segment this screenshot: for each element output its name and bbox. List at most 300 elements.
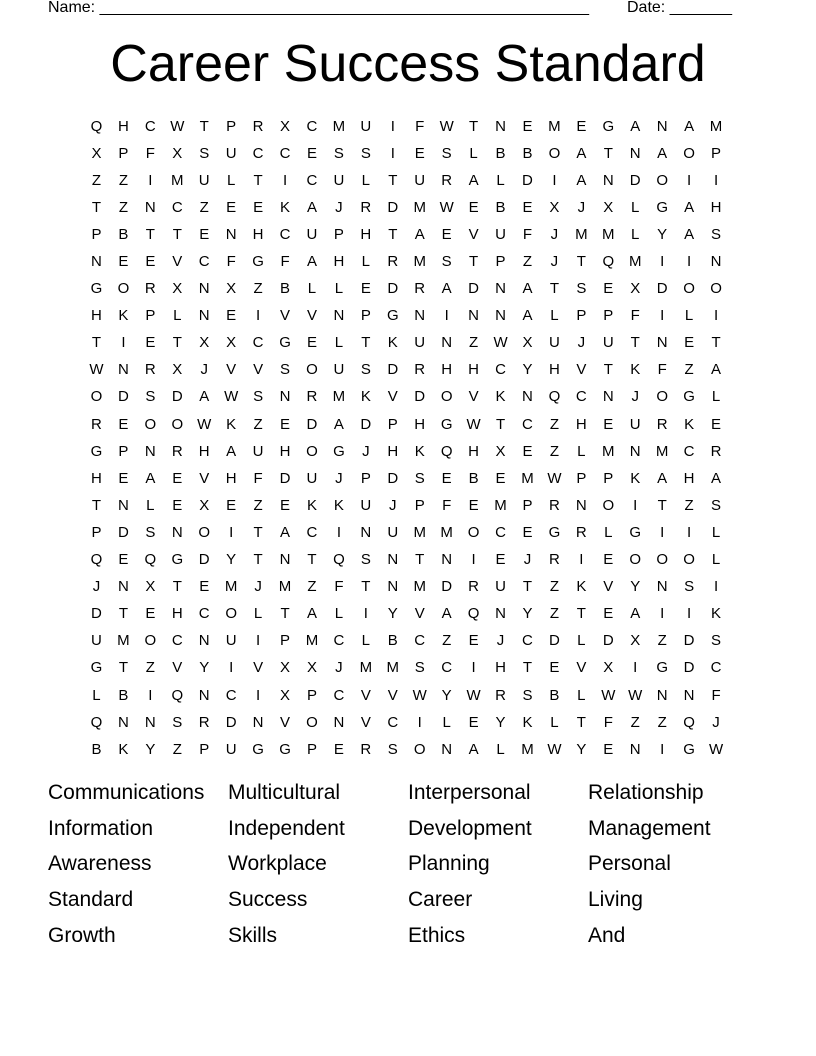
grid-letter: P (522, 496, 533, 514)
grid-letter: L (711, 523, 721, 541)
grid-letter: V (306, 307, 317, 325)
grid-letter: K (495, 388, 506, 406)
grid-letter: G (440, 415, 453, 433)
grid-letter: G (279, 334, 291, 352)
grid-letter: I (633, 659, 638, 677)
grid-letter: A (684, 198, 695, 216)
grid-letter: R (468, 578, 480, 596)
grid-letter: A (468, 740, 479, 758)
grid-letter: A (657, 469, 668, 487)
grid-letter: P (414, 496, 425, 514)
grid-letter: O (602, 496, 615, 514)
grid-letter: A (711, 361, 722, 379)
grid-letter: X (91, 144, 102, 162)
grid-letter: T (549, 280, 559, 298)
grid-letter: G (90, 659, 103, 677)
grid-letter: G (629, 523, 642, 541)
grid-letter: N (198, 686, 210, 704)
grid-letter: L (577, 442, 586, 460)
grid-letter: S (199, 144, 210, 162)
grid-row (83, 601, 733, 628)
grid-letter: U (495, 225, 506, 243)
grid-letter: M (305, 632, 319, 650)
grid-letter: U (360, 117, 372, 135)
grid-letter: T (91, 496, 102, 514)
grid-row (83, 303, 733, 330)
grid-letter: C (414, 632, 426, 650)
grid-letter: N (387, 551, 399, 569)
grid-letter: X (603, 198, 614, 216)
grid-letter: U (306, 225, 318, 243)
grid-letter: S (711, 496, 722, 514)
grid-letter: X (306, 659, 317, 677)
grid-letter: W (89, 361, 104, 379)
grid-letter: Q (90, 551, 103, 569)
grid-letter: N (656, 334, 668, 352)
grid-row (83, 384, 733, 411)
grid-letter: W (439, 117, 454, 135)
grid-letter: H (279, 442, 291, 460)
grid-letter: U (91, 632, 102, 650)
grid-letter: K (360, 388, 371, 406)
grid-letter: L (442, 713, 451, 731)
word-bank-item: Planning (408, 852, 490, 876)
grid-letter: I (687, 605, 692, 623)
word-bank-item: Success (228, 888, 308, 912)
grid-letter: M (332, 117, 346, 135)
grid-letter: C (306, 171, 318, 189)
grid-letter: V (468, 225, 479, 243)
grid-letter: H (441, 361, 453, 379)
grid-letter: E (549, 659, 560, 677)
grid-letter: N (225, 225, 237, 243)
grid-letter: D (91, 605, 102, 623)
grid-letter: C (333, 632, 345, 650)
grid-letter: G (683, 388, 695, 406)
grid-letter: Z (549, 442, 559, 460)
grid-letter: I (713, 171, 719, 189)
grid-letter: J (335, 659, 343, 677)
grid-letter: P (306, 740, 317, 758)
grid-letter: W (628, 686, 643, 704)
word-bank-item: Career (408, 888, 473, 912)
grid-letter: L (711, 551, 721, 569)
grid-letter: S (145, 523, 156, 541)
grid-letter: O (467, 523, 480, 541)
grid-letter: T (253, 551, 263, 569)
grid-letter: Y (630, 578, 641, 596)
grid-letter: L (146, 496, 155, 514)
grid-letter: N (333, 713, 345, 731)
grid-letter: P (360, 469, 371, 487)
grid-letter: A (280, 523, 291, 541)
grid-letter: D (629, 171, 641, 189)
grid-letter: O (144, 632, 157, 650)
date-field-label: Date: _______ (627, 0, 732, 16)
grid-letter: U (225, 740, 237, 758)
grid-letter: N (279, 551, 291, 569)
grid-letter: S (522, 686, 533, 704)
grid-letter: E (333, 740, 344, 758)
grid-letter: S (360, 361, 371, 379)
grid-letter: T (361, 578, 371, 596)
grid-letter: E (522, 198, 533, 216)
grid-letter: M (171, 171, 184, 189)
word-bank-item: Relationship (588, 781, 704, 804)
grid-letter: D (387, 198, 399, 216)
grid-letter: N (198, 280, 210, 298)
grid-letter: I (417, 713, 422, 731)
grid-letter: M (413, 198, 426, 216)
grid-row (83, 655, 733, 682)
grid-letter: T (603, 144, 613, 162)
grid-letter: I (390, 144, 395, 162)
grid-letter: M (413, 253, 426, 271)
grid-letter: H (468, 442, 480, 460)
grid-letter: Z (630, 713, 640, 731)
grid-letter: X (145, 578, 156, 596)
grid-row (83, 330, 733, 357)
grid-letter: J (362, 442, 370, 460)
word-bank (48, 779, 768, 957)
grid-letter: R (495, 686, 506, 704)
grid-letter: Y (387, 605, 398, 623)
grid-letter: P (145, 307, 156, 325)
grid-letter: F (253, 469, 263, 487)
grid-letter: E (495, 551, 506, 569)
grid-letter: N (602, 388, 614, 406)
grid-letter: U (629, 415, 641, 433)
grid-row (83, 276, 733, 303)
grid-letter: U (252, 442, 264, 460)
grid-row (83, 709, 733, 736)
grid-letter: W (412, 686, 427, 704)
grid-letter: E (576, 117, 587, 135)
grid-letter: L (496, 740, 505, 758)
grid-letter: M (494, 496, 507, 514)
grid-letter: V (576, 659, 587, 677)
grid-letter: L (577, 632, 586, 650)
grid-letter: H (252, 225, 264, 243)
grid-letter: Z (657, 713, 667, 731)
grid-letter: I (444, 307, 449, 325)
grid-letter: R (441, 171, 453, 189)
grid-letter: T (253, 523, 263, 541)
grid-letter: I (713, 307, 719, 325)
grid-letter: L (334, 334, 344, 352)
grid-letter: R (360, 198, 372, 216)
grid-letter: D (171, 388, 183, 406)
grid-letter: F (145, 144, 155, 162)
grid-letter: R (414, 361, 426, 379)
grid-letter: N (144, 713, 156, 731)
grid-letter: L (631, 225, 640, 243)
grid-letter: P (118, 144, 129, 162)
grid-letter: M (413, 578, 426, 596)
page-title: Career Success Standard (110, 35, 706, 93)
grid-letter: R (360, 740, 372, 758)
grid-letter: C (306, 117, 318, 135)
grid-letter: B (549, 686, 560, 704)
grid-letter: M (709, 117, 723, 135)
grid-letter: T (118, 659, 128, 677)
grid-letter: R (548, 496, 560, 514)
grid-letter: M (278, 578, 292, 596)
grid-letter: E (441, 469, 452, 487)
grid-letter: Z (549, 605, 559, 623)
grid-letter: D (683, 659, 695, 677)
grid-letter: Z (549, 578, 559, 596)
grid-letter: W (197, 415, 212, 433)
grid-letter: N (656, 117, 668, 135)
grid-letter: B (495, 144, 506, 162)
grid-letter: E (280, 415, 291, 433)
grid-letter: U (333, 171, 345, 189)
grid-letter: T (361, 334, 371, 352)
grid-letter: Z (684, 361, 694, 379)
grid-letter: N (602, 171, 614, 189)
grid-row (83, 519, 733, 546)
grid-letter: N (441, 740, 453, 758)
grid-letter: X (280, 686, 291, 704)
grid-letter: A (145, 469, 156, 487)
grid-letter: L (361, 253, 371, 271)
grid-letter: N (629, 740, 641, 758)
grid-letter: F (630, 307, 640, 325)
grid-letter: X (280, 659, 291, 677)
grid-letter: A (306, 605, 317, 623)
grid-letter: J (496, 632, 505, 650)
grid-letter: T (522, 659, 533, 677)
word-bank-item: And (588, 923, 626, 947)
grid-letter: N (171, 523, 183, 541)
grid-letter: B (118, 225, 129, 243)
grid-letter: M (440, 523, 453, 541)
grid-letter: J (389, 496, 397, 514)
grid-letter: S (280, 361, 291, 379)
grid-letter: N (117, 361, 129, 379)
grid-letter: C (171, 198, 183, 216)
grid-letter: N (144, 198, 156, 216)
grid-row (83, 574, 733, 601)
grid-letter: N (117, 713, 129, 731)
grid-letter: P (495, 253, 506, 271)
grid-letter: B (91, 740, 102, 758)
grid-letter: A (522, 307, 533, 325)
grid-letter: S (360, 551, 371, 569)
grid-letter: T (145, 225, 155, 243)
grid-letter: I (713, 578, 719, 596)
grid-row (83, 465, 733, 492)
grid-letter: U (414, 171, 426, 189)
grid-letter: O (656, 388, 668, 406)
grid-letter: T (415, 551, 425, 569)
grid-letter: T (118, 605, 128, 623)
grid-letter: K (684, 415, 695, 433)
grid-letter: M (332, 388, 346, 406)
grid-letter: S (387, 740, 398, 758)
grid-letter: T (630, 334, 640, 352)
grid-letter: I (256, 307, 261, 325)
grid-letter: G (602, 117, 615, 135)
grid-letter: D (306, 415, 318, 433)
grid-letter: L (92, 686, 101, 704)
grid-letter: O (683, 551, 695, 569)
grid-letter: P (306, 686, 317, 704)
grid-letter: M (386, 659, 400, 677)
grid-letter: J (550, 253, 559, 271)
grid-letter: T (172, 578, 182, 596)
grid-letter: N (656, 578, 668, 596)
word-bank-item: Interpersonal (408, 781, 531, 804)
grid-letter: P (280, 632, 291, 650)
grid-letter: J (550, 225, 559, 243)
grid-letter: N (495, 280, 506, 298)
grid-letter: T (280, 605, 290, 623)
grid-letter: T (603, 361, 613, 379)
grid-letter: G (90, 442, 103, 460)
grid-letter: X (522, 334, 533, 352)
letter-grid (83, 113, 733, 763)
grid-letter: G (279, 740, 291, 758)
grid-letter: P (226, 117, 237, 135)
grid-letter: J (712, 713, 720, 731)
grid-row (83, 357, 733, 384)
grid-letter: N (495, 307, 506, 325)
grid-letter: H (117, 117, 129, 135)
grid-letter: O (117, 280, 130, 298)
grid-letter: K (576, 578, 587, 596)
grid-letter: J (335, 469, 343, 487)
grid-letter: E (522, 117, 533, 135)
grid-letter: Q (602, 253, 615, 271)
grid-letter: Z (469, 334, 479, 352)
word-bank-item: Information (48, 816, 154, 840)
grid-letter: D (602, 632, 614, 650)
word-bank-item: Independent (228, 816, 345, 840)
grid-letter: G (171, 551, 184, 569)
grid-letter: D (387, 361, 399, 379)
grid-letter: L (711, 388, 721, 406)
grid-letter: B (468, 469, 479, 487)
grid-letter: J (200, 361, 208, 379)
grid-letter: I (660, 605, 665, 623)
grid-letter: X (172, 361, 183, 379)
grid-letter: L (684, 307, 694, 325)
grid-letter: S (333, 144, 344, 162)
grid-letter: C (198, 605, 210, 623)
grid-letter: K (522, 713, 533, 731)
grid-letter: S (253, 388, 264, 406)
grid-letter: E (495, 469, 506, 487)
grid-letter: F (226, 253, 236, 271)
grid-letter: R (414, 280, 426, 298)
grid-letter: O (548, 144, 561, 162)
grid-letter: L (307, 280, 317, 298)
grid-letter: P (199, 740, 210, 758)
grid-letter: E (468, 198, 479, 216)
grid-letter: N (495, 605, 506, 623)
grid-letter: U (387, 523, 399, 541)
grid-letter: X (172, 280, 183, 298)
grid-letter: W (466, 686, 481, 704)
grid-row (83, 248, 733, 275)
grid-letter: Q (171, 686, 184, 704)
grid-letter: V (387, 686, 398, 704)
grid-letter: W (708, 740, 724, 758)
grid-letter: T (576, 713, 586, 731)
grid-letter: R (171, 442, 183, 460)
grid-letter: P (576, 469, 587, 487)
grid-letter: V (172, 253, 183, 271)
grid-letter: G (548, 523, 561, 541)
grid-letter: L (631, 198, 640, 216)
grid-letter: Z (253, 496, 263, 514)
grid-letter: D (683, 632, 695, 650)
grid-letter: O (171, 415, 184, 433)
grid-letter: G (90, 280, 103, 298)
grid-letter: E (253, 198, 264, 216)
grid-letter: A (576, 171, 587, 189)
grid-letter: A (657, 144, 668, 162)
grid-letter: E (145, 605, 156, 623)
grid-letter: D (387, 469, 399, 487)
grid-letter: V (253, 361, 264, 379)
grid-letter: N (252, 713, 264, 731)
grid-letter: B (280, 280, 291, 298)
grid-letter: R (306, 388, 318, 406)
word-bank-item: Communications (48, 781, 205, 804)
grid-letter: D (656, 280, 668, 298)
grid-letter: E (711, 415, 722, 433)
grid-letter: E (280, 496, 291, 514)
grid-letter: V (199, 469, 210, 487)
grid-letter: Z (657, 632, 667, 650)
grid-letter: E (118, 551, 129, 569)
grid-letter: R (252, 117, 264, 135)
grid-letter: X (199, 496, 210, 514)
word-bank-item: Management (588, 816, 711, 840)
grid-letter: Y (522, 361, 533, 379)
word-bank-item: Workplace (228, 852, 327, 876)
grid-letter: Y (145, 740, 156, 758)
grid-letter: I (229, 523, 234, 541)
grid-letter: D (468, 280, 480, 298)
grid-letter: P (333, 225, 344, 243)
grid-letter: A (468, 171, 479, 189)
grid-letter: I (633, 496, 638, 514)
grid-letter: K (306, 496, 317, 514)
grid-letter: E (522, 523, 533, 541)
grid-letter: T (388, 225, 398, 243)
grid-letter: H (495, 659, 506, 677)
grid-letter: O (306, 361, 318, 379)
grid-letter: H (387, 442, 399, 460)
grid-letter: I (660, 740, 665, 758)
grid-letter: Q (467, 605, 480, 623)
grid-letter: Y (522, 605, 533, 623)
grid-letter: I (687, 171, 692, 189)
grid-letter: R (387, 253, 399, 271)
grid-letter: A (684, 117, 695, 135)
grid-letter: U (495, 578, 506, 596)
grid-letter: S (414, 659, 425, 677)
grid-letter: Y (495, 713, 506, 731)
grid-letter: W (224, 388, 239, 406)
grid-letter: N (468, 307, 480, 325)
grid-letter: A (306, 253, 317, 271)
grid-letter: O (656, 551, 668, 569)
